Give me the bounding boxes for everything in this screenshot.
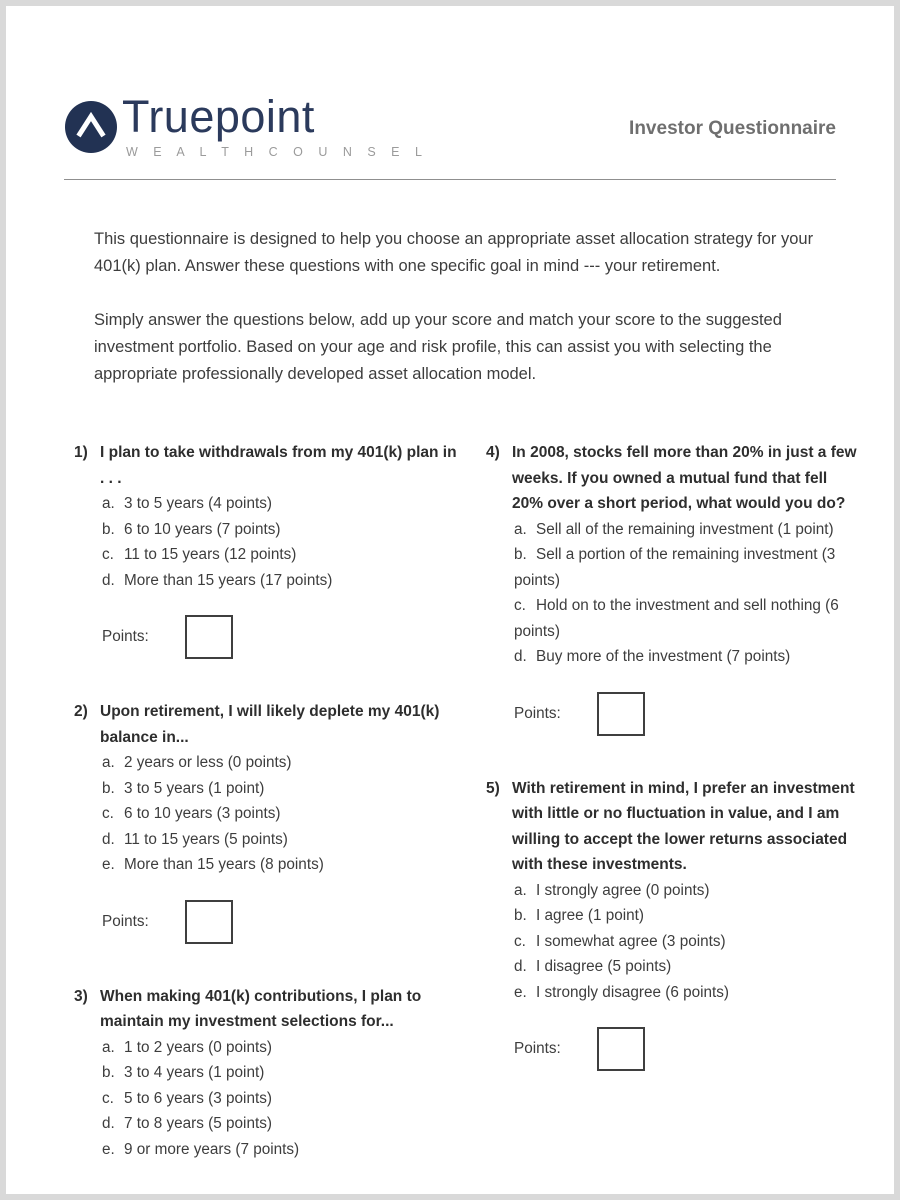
answer-option [102,491,462,517]
option-text: 9 or more years (7 points) [124,1140,300,1158]
points-input-q4[interactable] [597,692,645,736]
question-text: In 2008, stocks fell more than 20% in just a few weeks. If you owned a mutual fund that fell 20% over a short period, what would you do? [512,444,857,512]
option-letter: b. [102,1064,115,1081]
question-text: I plan to take withdrawals from my 401(k) plan in . . . [100,444,457,487]
question-4 [486,440,860,736]
points-input-q1[interactable] [185,615,233,659]
answer-option [514,903,860,929]
answer-option [102,517,462,543]
points-label: Points: [102,912,149,930]
option-letter: e. [514,983,527,1001]
option-letter: b. [102,520,115,538]
answer-option [514,929,860,955]
answer-option [102,1111,462,1137]
intro-paragraph-2: Simply answer the questions below, add up your score and match your score to the suggested investment portfolio. Based on your age and risk profile, this can assist you with selecting the appropriate professionally developed asset allocation model. [94,311,782,383]
question-3-heading [74,984,462,1035]
intro-section [94,226,826,388]
question-5-options [514,878,860,1006]
option-letter: c. [514,597,526,614]
option-letter: b. [514,907,527,924]
option-text: 3 to 5 years (4 points) [124,495,272,512]
answer-option [102,1060,462,1086]
answer-option [514,954,860,980]
option-letter: d. [514,648,527,665]
answer-option [102,1137,462,1163]
option-text: More than 15 years (8 points) [124,856,324,873]
option-text: 3 to 5 years (1 point) [124,779,265,797]
answer-option [514,542,860,593]
question-5 [486,776,860,1072]
points-row-q5 [514,1027,860,1071]
option-letter: d. [102,1115,115,1132]
option-letter: a. [514,881,527,899]
points-label: Points: [514,1040,561,1057]
points-label: Points: [102,628,149,645]
option-letter: a. [102,495,115,512]
option-letter: a. [102,1038,115,1056]
option-letter: c. [514,932,526,950]
points-input-q5[interactable] [597,1027,645,1071]
points-label: Points: [514,704,561,722]
answer-option [102,827,462,853]
header-divider [64,179,836,180]
answer-option [102,1086,462,1112]
points-input-q2[interactable] [185,900,233,944]
question-text: With retirement in mind, I prefer an investment with little or no fluctuation in value, and I am willing to accept the lower returns associated with these investments. [512,779,855,873]
brand-tagline: W E A L T H C O U N S E L [126,145,428,159]
right-column [486,440,860,1111]
question-1-options [102,491,462,593]
points-row-q4 [514,692,860,736]
option-text: 11 to 15 years (12 points) [124,546,297,563]
answer-option [102,776,462,802]
question-text: When making 401(k) contributions, I plan to maintain my investment selections for... [100,987,422,1030]
answer-option [514,878,860,904]
answer-option [514,980,860,1006]
answer-option [102,801,462,827]
question-4-heading [486,440,860,517]
brand-text [122,91,428,159]
answer-option [102,542,462,568]
option-text: Sell all of the remaining investment (1 point) [536,520,834,538]
left-column [74,440,462,1162]
answer-option [514,593,860,644]
brand-logo [64,91,428,159]
answer-option [102,750,462,776]
question-5-heading [486,776,860,878]
points-row-q1 [102,615,462,659]
questions-section [74,440,894,1162]
question-2-heading [74,699,462,750]
question-3-options [102,1035,462,1163]
question-text: Upon retirement, I will likely deplete my 401(k) balance in... [100,703,440,746]
option-text: I strongly agree (0 points) [536,881,710,899]
option-text: 2 years or less (0 points) [124,754,292,771]
chevron-circle-logo-icon [64,100,118,154]
header [64,91,836,159]
question-1 [74,440,462,659]
option-letter: e. [102,856,115,873]
option-text: 6 to 10 years (3 points) [124,805,281,822]
question-number: 2) [74,703,88,720]
option-letter: c. [102,1089,114,1107]
question-2-options [102,750,462,878]
option-text: Hold on to the investment and sell nothing (6 points) [514,597,839,640]
question-3 [74,984,462,1163]
option-letter: d. [514,958,527,975]
option-text: I disagree (5 points) [536,958,672,975]
question-2 [74,699,462,944]
question-number: 4) [486,444,500,461]
answer-option [102,852,462,878]
option-letter: e. [102,1140,115,1158]
option-text: 3 to 4 years (1 point) [124,1064,265,1081]
option-text: 5 to 6 years (3 points) [124,1089,272,1107]
option-text: 7 to 8 years (5 points) [124,1115,272,1132]
option-text: Buy more of the investment (7 points) [536,648,791,665]
intro-paragraph-1: This questionnaire is designed to help you choose an appropriate asset allocation strategy for your 401(k) plan. Answer these questions with one specific goal in mind --- your retirement. [94,230,814,275]
option-text: Sell a portion of the remaining investment (3 points) [514,546,836,589]
question-number: 5) [486,779,500,797]
answer-option [514,644,860,670]
option-letter: a. [102,754,115,771]
question-4-options [514,517,860,670]
option-letter: b. [514,546,527,563]
question-1-heading [74,440,462,491]
option-text: I somewhat agree (3 points) [536,932,726,950]
option-letter: d. [102,571,115,589]
option-letter: b. [102,779,115,797]
option-text: I strongly disagree (6 points) [536,983,730,1001]
answer-option [514,517,860,543]
answer-option [102,568,462,594]
question-number: 1) [74,444,88,461]
points-row-q2 [102,900,462,944]
option-text: 6 to 10 years (7 points) [124,520,281,538]
option-text: 11 to 15 years (5 points) [124,830,288,848]
question-number: 3) [74,987,88,1005]
option-letter: c. [102,805,114,822]
answer-option [102,1035,462,1061]
option-letter: d. [102,830,115,848]
option-letter: c. [102,546,114,563]
option-letter: a. [514,520,527,538]
option-text: I agree (1 point) [536,907,644,924]
option-text: 1 to 2 years (0 points) [124,1038,272,1056]
document-title: Investor Questionnaire [629,118,836,139]
option-text: More than 15 years (17 points) [124,571,333,589]
brand-name: Truepoint [122,91,315,142]
